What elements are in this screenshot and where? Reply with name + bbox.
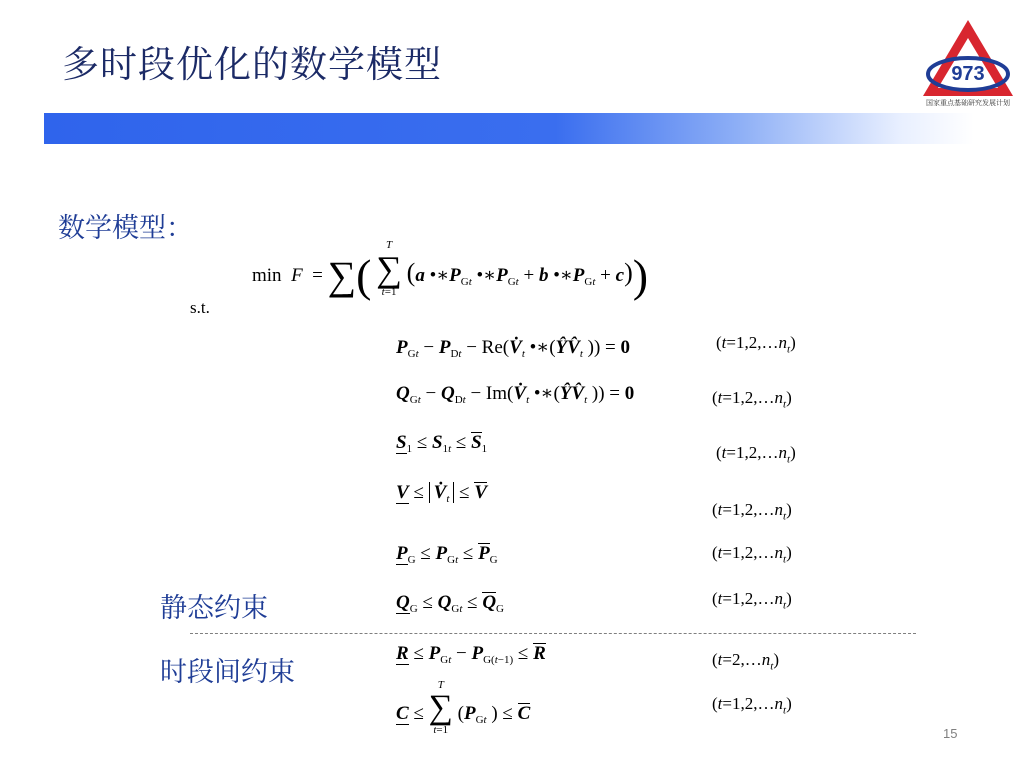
constraint-total-energy: C ≤ T ∑ t=1 ($P_{Gt}$ ) ≤ C <box>396 679 531 736</box>
range-4: $(t=1,2,\dots n_t)$ <box>712 500 792 523</box>
range-3: $(t=1,2,\dots n_t)$ <box>716 443 796 466</box>
constraint-voltage: $V \le V̇_t \le V$ <box>396 482 487 505</box>
range-2: $(t=1,2,\dots n_t)$ <box>712 388 792 411</box>
constraint-branch-flow: $S_1 \le S_{1t} \le S_1$ <box>396 432 488 455</box>
logo-number: 973 <box>951 63 985 85</box>
constraint-gen-active: $P_G \le P_{Gt} \le P_G$ <box>396 543 498 566</box>
range-1: $(t=1,2,\dots n_t)$ <box>716 333 796 356</box>
constraint-active-power: $P_{Gt} - P_{Dt}$ − $Re(V̇_t$ $•∗(ŶV̂_t$ )) = 0 <box>396 337 631 360</box>
static-constraints-label: 静态约束 <box>160 593 268 624</box>
subject-to-label: s.t. <box>190 298 210 317</box>
page-number: 15 <box>943 726 958 741</box>
constraint-ramp-rate: $R \le P_{Gt} - P_{G(t-1)} \le R$ <box>396 643 546 666</box>
model-label: 数学模型： <box>58 213 193 244</box>
objective-function: min F = ∑( T ∑ t=1 (a $•∗P_{Gt}$ $•∗P_{Gt} + b$ $•∗P_{Gt} + c$)) <box>252 239 649 301</box>
range-7: $(t=2,\dots n_t)$ <box>712 650 779 673</box>
range-8: $(t=1,2,\dots n_t)$ <box>712 694 792 717</box>
range-5: $(t=1,2,\dots n_t)$ <box>712 543 792 566</box>
interval-constraints-label: 时段间约束 <box>160 657 295 688</box>
section-divider <box>190 633 916 634</box>
range-6: $(t=1,2,\dots n_t)$ <box>712 589 792 612</box>
constraint-reactive-power: $Q_{Gt} - Q_{Dt}$ − $Im(V̇_t$ $•∗(ŶV̂_t$ )) = 0 <box>396 383 635 406</box>
logo-caption: 国家重点基础研究发展计划 <box>926 99 1010 107</box>
header-bar <box>44 113 974 144</box>
slide-title: 多时段优化的数学模型 <box>62 43 442 86</box>
constraint-gen-reactive: $Q_G \le Q_{Gt} \le Q_G$ <box>396 592 504 615</box>
